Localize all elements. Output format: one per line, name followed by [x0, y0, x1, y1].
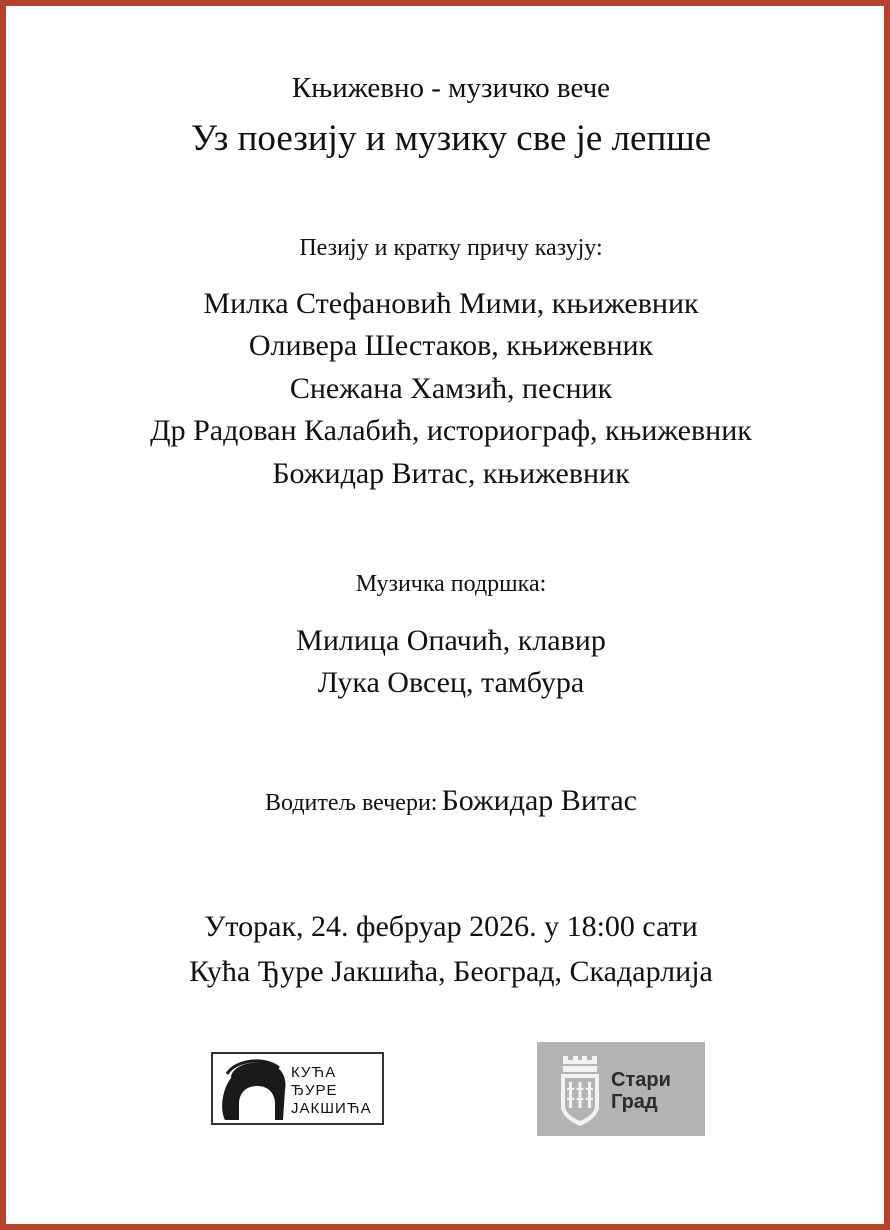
kuca-logo-line: ЂУРЕ	[291, 1082, 338, 1099]
kuca-logo-line: КУЋА	[291, 1064, 337, 1081]
kuca-logo-line: ЈАКШИЋА	[291, 1100, 372, 1117]
readers-label: Пезију и кратку причу казују:	[299, 235, 603, 261]
reader-name: Оливера Шестаков, књижевник	[248, 329, 654, 362]
reader-name: Божидар Витас, књижевник	[272, 457, 630, 490]
stari-grad-logo-line: Стари	[611, 1069, 671, 1091]
event-type: Књижевно - музичко вече	[291, 72, 611, 104]
reader-name: Др Радован Калабић, историограф, књижевник	[150, 414, 752, 447]
host-name: Божидар Витас	[441, 784, 637, 817]
music-label: Музичка подршка:	[355, 571, 547, 597]
coat-of-arms-icon	[557, 1052, 603, 1128]
event-date: Уторак, 24. фебруар 2026. у 18:00 сати	[204, 910, 698, 943]
event-title: Уз поезију и музику све је лепше	[190, 118, 712, 159]
stari-grad-logo-line: Град	[611, 1091, 658, 1113]
reader-name: Милка Стефановић Мими, књижевник	[203, 287, 699, 320]
musician-name: Лука Овсец, тамбура	[317, 666, 585, 699]
reader-name: Снежана Хамзић, песник	[289, 372, 613, 405]
event-place: Кућа Ђуре Јакшића, Београд, Скадарлија	[189, 955, 713, 988]
stari-grad-logo-text	[611, 1069, 671, 1113]
kuca-logo-text	[291, 1064, 372, 1118]
host-label: Водитељ вечери:	[265, 790, 438, 816]
stari-grad-logo	[537, 1042, 705, 1136]
kuca-djure-jaksica-logo	[211, 1052, 384, 1125]
host-row	[6, 786, 890, 816]
profile-silhouette-icon	[217, 1058, 289, 1120]
musician-name: Милица Опачић, клавир	[296, 624, 606, 657]
